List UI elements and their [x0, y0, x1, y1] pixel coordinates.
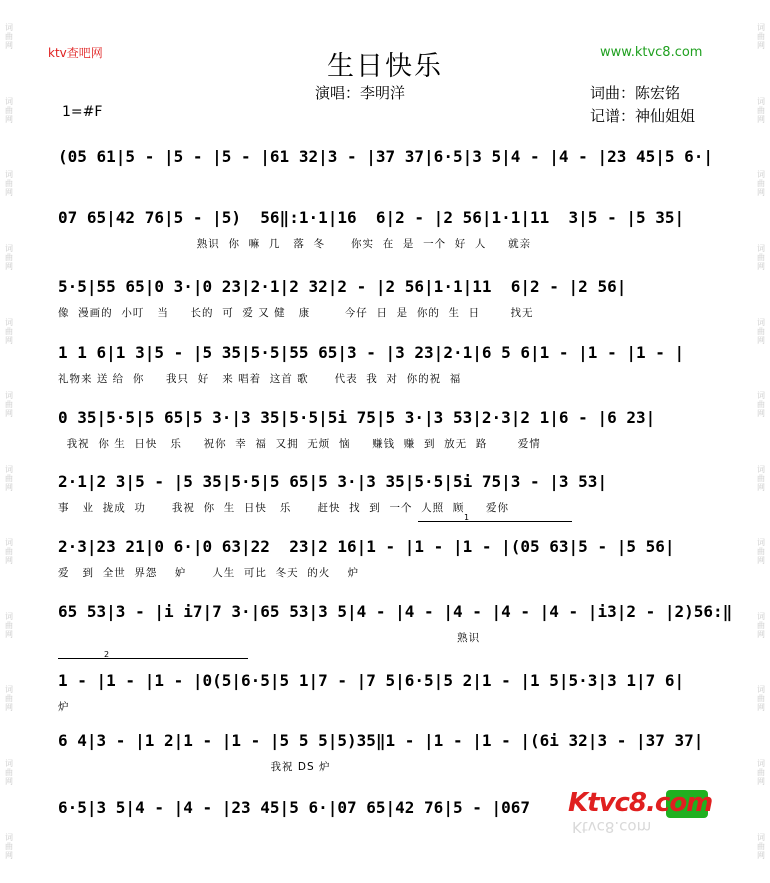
- notation-line: 6·5|3 5|4 - |4 - |23 45|5 6·|07 65|42 76|5 - |067: [58, 798, 531, 817]
- notation-line: 0 35|5·5|5 65|5 3·|3 35|5·5|5i 75|5 3·|3 53|2·3|2 1|6 - |6 23|: [58, 408, 656, 427]
- lyric-line: 爱 到 全世 界怨 妒 人生 可比 冬天 的火 炉: [58, 567, 360, 579]
- side-watermark-right: 词曲网 词曲网 词曲网 词曲网 词曲网 词曲网 词曲网 词曲网 词曲网 词曲网 词曲网 词曲网: [756, 23, 766, 860]
- score-row-10: [58, 730, 724, 774]
- lyric-line: 事 业 拢成 功 我祝 你 生 日快 乐 赶快 找 到 一个 人照 顾 爱你: [58, 502, 510, 514]
- singer-credit: 演唱：李明洋: [315, 84, 406, 102]
- logo-reflection: Ktvc8.com: [572, 818, 652, 836]
- site-name-left[interactable]: ktv查吧网: [48, 46, 103, 60]
- lyricist-credit: 词曲：陈宏铭: [590, 84, 681, 102]
- notation-line: 6 4|3 - |1 2|1 - |1 - |5 5 5|5)35‖1 - |1 - |1 - |(6i 32|3 - |37 37|: [58, 731, 704, 750]
- notation-line: 5·5|55 65|0 3·|0 23|2·1|2 32|2 - |2 56|1·1|11 6|2 - |2 56|: [58, 277, 627, 296]
- score-row-9: [58, 670, 724, 714]
- ktvc8-logo: [568, 788, 718, 834]
- score-row-1: [58, 146, 724, 176]
- first-ending-bracket: [418, 521, 572, 522]
- key-signature: 1=#F: [62, 104, 103, 120]
- notation-line: 65 53|3 - |i i7|7 3·|65 53|3 5|4 - |4 - |4 - |4 - |4 - |i3|2 - |2)56:‖: [58, 602, 733, 621]
- notation-line: 1 - |1 - |1 - |0(5|6·5|5 1|7 - |7 5|6·5|5 2|1 - |1 5|5·3|3 1|7 6|: [58, 671, 685, 690]
- lyric-line: 礼物来 送 给 你 我只 好 来 唱着 这首 歌 代表 我 对 你的祝 福: [58, 373, 462, 385]
- score-row-6: [58, 471, 724, 515]
- first-ending-number: 1: [464, 513, 470, 522]
- score-row-3: [58, 276, 724, 320]
- second-ending-bracket: [58, 658, 248, 659]
- side-watermark-left: 词曲网 词曲网 词曲网 词曲网 词曲网 词曲网 词曲网 词曲网 词曲网 词曲网 词曲网 词曲网: [4, 23, 14, 860]
- notation-line: (05 61|5 - |5 - |5 - |61 32|3 - |37 37|6·5|3 5|4 - |4 - |23 45|5 6·|: [58, 147, 714, 166]
- site-url-right[interactable]: www.ktvc8.com: [600, 45, 703, 60]
- lyric-line: 熟识: [58, 632, 481, 644]
- lyric-line: 我祝 你 生 日快 乐 祝你 幸 福 又拥 无烦 恼 赚钱 赚 到 放无 路 爱情: [58, 438, 541, 450]
- logo-text: Ktvc8.com: [568, 788, 713, 818]
- notation-line: 07 65|42 76|5 - |5) 56‖:1·1|16 6|2 - |2 56|1·1|11 3|5 - |5 35|: [58, 208, 685, 227]
- score-row-4: [58, 342, 724, 386]
- score-row-7: [58, 536, 724, 580]
- transcriber-credit: 记谱：神仙姐姐: [590, 107, 696, 125]
- lyric-line: 我祝 DS 炉: [58, 761, 331, 773]
- score-row-8: [58, 601, 733, 645]
- notation-line: 2·1|2 3|5 - |5 35|5·5|5 65|5 3·|3 35|5·5|5i 75|3 - |3 53|: [58, 472, 608, 491]
- notation-line: 1 1 6|1 3|5 - |5 35|5·5|55 65|3 - |3 23|2·1|6 5 6|1 - |1 - |1 - |: [58, 343, 685, 362]
- score-row-5: [58, 407, 724, 451]
- score-row-2: [58, 207, 724, 251]
- second-ending-number: 2: [104, 650, 110, 659]
- lyric-line: 像 漫画的 小叮 当 长的 可 爱 又 健 康 今仔 日 是 你的 生 日 找无: [58, 307, 534, 319]
- lyric-line: 炉: [58, 701, 70, 713]
- song-title: 生日快乐: [327, 51, 443, 82]
- lyric-line: 熟识 你 嘛 几 落 冬 你实 在 是 一个 好 人 就亲: [58, 238, 532, 250]
- notation-line: 2·3|23 21|0 6·|0 63|22 23|2 16|1 - |1 - |1 - |(05 63|5 - |5 56|: [58, 537, 675, 556]
